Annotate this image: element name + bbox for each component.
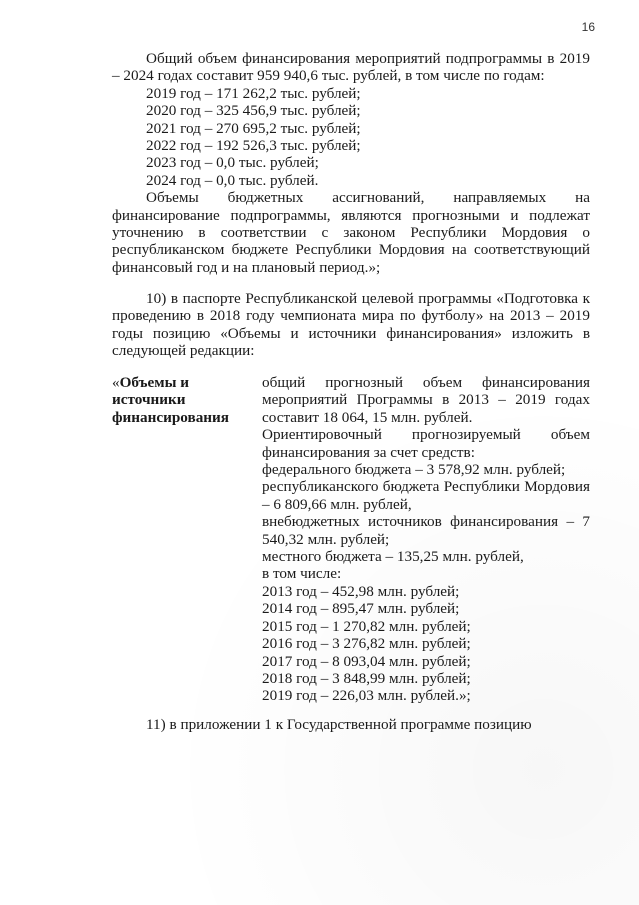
page-number: 16	[581, 20, 595, 34]
approx-financing: Ориентировочный прогнозируемый объем финансирования за счет средств:	[262, 426, 590, 461]
table-years-list	[262, 583, 590, 705]
quote-mark: «	[112, 374, 120, 391]
year-line: 2024 год – 0,0 тыс. рублей.	[146, 171, 319, 189]
financing-table	[112, 374, 590, 705]
total-financing: общий прогнозный объем финансирования мероприятий Программы в 2013 – 2019 годах составит 18 064, 15 млн. рублей.	[262, 374, 590, 426]
year-line: 2020 год – 325 456,9 тыс. рублей;	[146, 102, 361, 120]
table-year-line: 2015 год – 1 270,82 млн. рублей;	[262, 617, 471, 635]
item-10-section	[112, 290, 590, 360]
budget-paragraph: Объемы бюджетных ассигнований, направляемых на финансирование подпрограммы, являются прогнозными и подлежат уточнению в соответствии с законом Республики Мордовия о республиканском бюджете Республики Мордовия на соответствующий финансовый год и на плановый период.»;	[112, 189, 590, 276]
item-11-section	[112, 716, 590, 733]
year-line: 2022 год – 192 526,3 тыс. рублей;	[146, 137, 361, 155]
extra-budget: внебюджетных источников финансирования – 7 540,32 млн. рублей;	[262, 513, 590, 548]
intro-section	[112, 50, 590, 276]
table-year-line: 2018 год – 3 848,99 млн. рублей;	[262, 669, 471, 687]
federal-budget: федерального бюджета – 3 578,92 млн. рублей;	[262, 461, 566, 479]
year-line: 2021 год – 270 695,2 тыс. рублей;	[146, 119, 361, 137]
table-year-line: 2014 год – 895,47 млн. рублей;	[262, 600, 460, 618]
table-year-line: 2016 год – 3 276,82 млн. рублей;	[262, 635, 471, 653]
year-line: 2019 год – 171 262,2 тыс. рублей;	[146, 84, 361, 102]
table-left-cell	[112, 374, 262, 705]
item-11-paragraph: 11) в приложении 1 к Государственной программе позицию	[146, 716, 532, 733]
table-year-line: 2019 год – 226,03 млн. рублей.»;	[262, 687, 471, 705]
year-line: 2023 год – 0,0 тыс. рублей;	[146, 154, 319, 172]
table-year-line: 2013 год – 452,98 млн. рублей;	[262, 582, 460, 600]
table-right-cell	[262, 374, 590, 705]
republican-budget: республиканского бюджета Республики Мордовия – 6 809,66 млн. рублей,	[262, 478, 590, 513]
item-10-paragraph: 10) в паспорте Республиканской целевой программы «Подготовка к проведению в 2018 году чемпионата мира по футболу» на 2013 – 2019 годы позицию «Объемы и источники финансирования» изложить в следующей редакции:	[112, 290, 590, 360]
financing-paragraph: Общий объем финансирования мероприятий подпрограммы в 2019 – 2024 годах составит 959 940,6 тыс. рублей, в том числе по годам:	[112, 50, 590, 85]
years-list	[112, 85, 590, 189]
including-label: в том числе:	[262, 565, 342, 583]
table-left-label: Объемы и источники финансирования	[112, 374, 230, 426]
local-budget: местного бюджета – 135,25 млн. рублей,	[262, 548, 524, 566]
table-year-line: 2017 год – 8 093,04 млн. рублей;	[262, 652, 471, 670]
